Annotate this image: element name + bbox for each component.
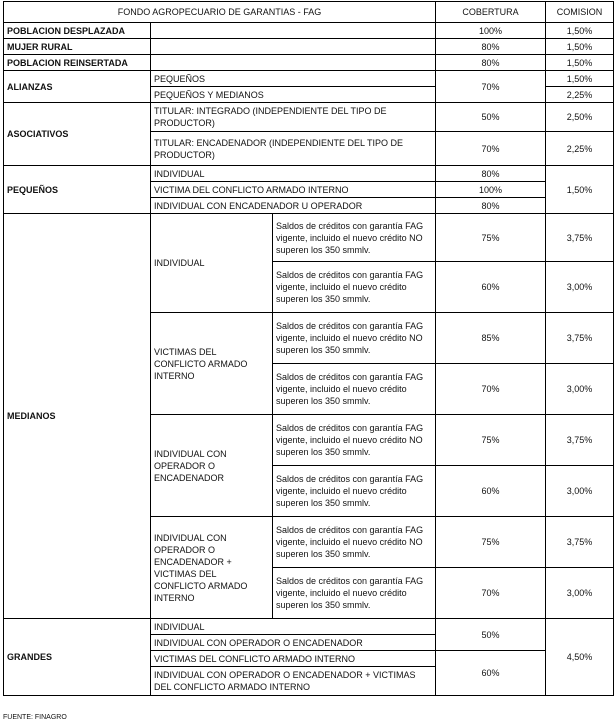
table-row bbox=[4, 71, 614, 87]
row-label: ASOCIATIVOS bbox=[4, 103, 151, 166]
comision-cell: 4,50% bbox=[546, 619, 614, 696]
row-label: PEQUEÑOS bbox=[4, 166, 151, 214]
comision-cell: 3,75% bbox=[546, 517, 614, 568]
table-row bbox=[4, 39, 614, 55]
row-label: MEDIANOS bbox=[4, 214, 151, 619]
comision-cell: 3,00% bbox=[546, 568, 614, 619]
sub-label: VICTIMAS DEL CONFLICTO ARMADO INTERNO bbox=[151, 651, 436, 667]
table-row bbox=[4, 23, 614, 39]
sub-label: PEQUEÑOS Y MEDIANOS bbox=[151, 87, 436, 103]
comision-cell: 3,75% bbox=[546, 313, 614, 364]
cobertura-cell: 100% bbox=[436, 23, 546, 39]
sub-label: VICTIMA DEL CONFLICTO ARMADO INTERNO bbox=[151, 182, 436, 198]
header-cobertura: COBERTURA bbox=[436, 2, 546, 23]
row-label: POBLACION REINSERTADA bbox=[4, 55, 151, 71]
group-label: INDIVIDUAL CON OPERADOR O ENCADENADOR bbox=[151, 415, 273, 517]
row-label: MUJER RURAL bbox=[4, 39, 151, 55]
cobertura-cell: 80% bbox=[436, 39, 546, 55]
saldo-text: Saldos de créditos con garantía FAG vigente, incluido el nuevo crédito superen los 350 smmlv. bbox=[273, 364, 436, 415]
sub-label: INDIVIDUAL CON ENCADENADOR U OPERADOR bbox=[151, 198, 436, 214]
sub-label: TITULAR: INTEGRADO (INDEPENDIENTE DEL TIPO DE PRODUCTOR) bbox=[151, 103, 436, 132]
comision-cell: 2,50% bbox=[546, 103, 614, 132]
table-title: FONDO AGROPECUARIO DE GARANTIAS - FAG bbox=[4, 2, 436, 23]
saldo-text: Saldos de créditos con garantía FAG vigente, incluido el nuevo crédito superen los 350 smmlv. bbox=[273, 466, 436, 517]
sub-label: TITULAR: ENCADENADOR (INDEPENDIENTE DEL TIPO DE PRODUCTOR) bbox=[151, 132, 436, 166]
row-label: ALIANZAS bbox=[4, 71, 151, 103]
cobertura-cell: 50% bbox=[436, 619, 546, 651]
cobertura-cell: 80% bbox=[436, 198, 546, 214]
comision-cell: 1,50% bbox=[546, 39, 614, 55]
header-comision: COMISION bbox=[546, 2, 614, 23]
row-label: POBLACION DESPLAZADA bbox=[4, 23, 151, 39]
comision-cell: 2,25% bbox=[546, 87, 614, 103]
comision-cell: 2,25% bbox=[546, 132, 614, 166]
cobertura-cell: 80% bbox=[436, 55, 546, 71]
group-label: INDIVIDUAL CON OPERADOR O ENCADENADOR + VICTIMAS DEL CONFLICTO ARMADO INTERNO bbox=[151, 517, 273, 619]
saldo-text: Saldos de créditos con garantía FAG vigente, incluido el nuevo crédito superen los 350 smmlv. bbox=[273, 568, 436, 619]
empty-cell bbox=[151, 55, 436, 71]
comision-cell: 3,00% bbox=[546, 364, 614, 415]
group-label: VICTIMAS DEL CONFLICTO ARMADO INTERNO bbox=[151, 313, 273, 415]
comision-cell: 3,75% bbox=[546, 415, 614, 466]
cobertura-cell: 75% bbox=[436, 214, 546, 262]
cobertura-cell: 70% bbox=[436, 132, 546, 166]
cobertura-cell: 70% bbox=[436, 364, 546, 415]
cobertura-cell: 75% bbox=[436, 415, 546, 466]
table-row bbox=[4, 55, 614, 71]
sub-label: INDIVIDUAL CON OPERADOR O ENCADENADOR bbox=[151, 635, 436, 651]
table-row bbox=[4, 103, 614, 132]
row-label: GRANDES bbox=[4, 619, 151, 696]
cobertura-cell: 100% bbox=[436, 182, 546, 198]
sub-label: PEQUEÑOS bbox=[151, 71, 436, 87]
group-label: INDIVIDUAL bbox=[151, 214, 273, 313]
empty-cell bbox=[151, 23, 436, 39]
table-row bbox=[4, 166, 614, 182]
comision-cell: 3,00% bbox=[546, 466, 614, 517]
cobertura-cell: 70% bbox=[436, 568, 546, 619]
saldo-text: Saldos de créditos con garantía FAG vigente, incluido el nuevo crédito NO superen los 350 smmlv. bbox=[273, 415, 436, 466]
cobertura-cell: 50% bbox=[436, 103, 546, 132]
sub-label: INDIVIDUAL bbox=[151, 166, 436, 182]
comision-cell: 1,50% bbox=[546, 55, 614, 71]
table-row bbox=[4, 214, 614, 262]
comision-cell: 1,50% bbox=[546, 166, 614, 214]
table-row bbox=[4, 619, 614, 635]
comision-cell: 3,75% bbox=[546, 214, 614, 262]
cobertura-cell: 75% bbox=[436, 517, 546, 568]
saldo-text: Saldos de créditos con garantía FAG vigente, incluido el nuevo crédito NO superen los 350 smmlv. bbox=[273, 517, 436, 568]
comision-cell: 1,50% bbox=[546, 23, 614, 39]
sub-label: INDIVIDUAL CON OPERADOR O ENCADENADOR + VICTIMAS DEL CONFLICTO ARMADO INTERNO bbox=[151, 667, 436, 696]
comision-cell: 3,00% bbox=[546, 262, 614, 313]
source-note: FUENTE: FINAGRO bbox=[3, 714, 67, 721]
cobertura-cell: 80% bbox=[436, 166, 546, 182]
cobertura-cell: 70% bbox=[436, 71, 546, 103]
cobertura-cell: 85% bbox=[436, 313, 546, 364]
sub-label: INDIVIDUAL bbox=[151, 619, 436, 635]
comision-cell: 1,50% bbox=[546, 71, 614, 87]
saldo-text: Saldos de créditos con garantía FAG vigente, incluido el nuevo crédito superen los 350 smmlv. bbox=[273, 262, 436, 313]
saldo-text: Saldos de créditos con garantía FAG vigente, incluido el nuevo crédito NO superen los 350 smmlv. bbox=[273, 214, 436, 262]
saldo-text: Saldos de créditos con garantía FAG vigente, incluido el nuevo crédito NO superen los 350 smmlv. bbox=[273, 313, 436, 364]
header-row bbox=[4, 2, 614, 23]
cobertura-cell: 60% bbox=[436, 651, 546, 696]
fag-table bbox=[3, 1, 614, 696]
empty-cell bbox=[151, 39, 436, 55]
cobertura-cell: 60% bbox=[436, 466, 546, 517]
cobertura-cell: 60% bbox=[436, 262, 546, 313]
